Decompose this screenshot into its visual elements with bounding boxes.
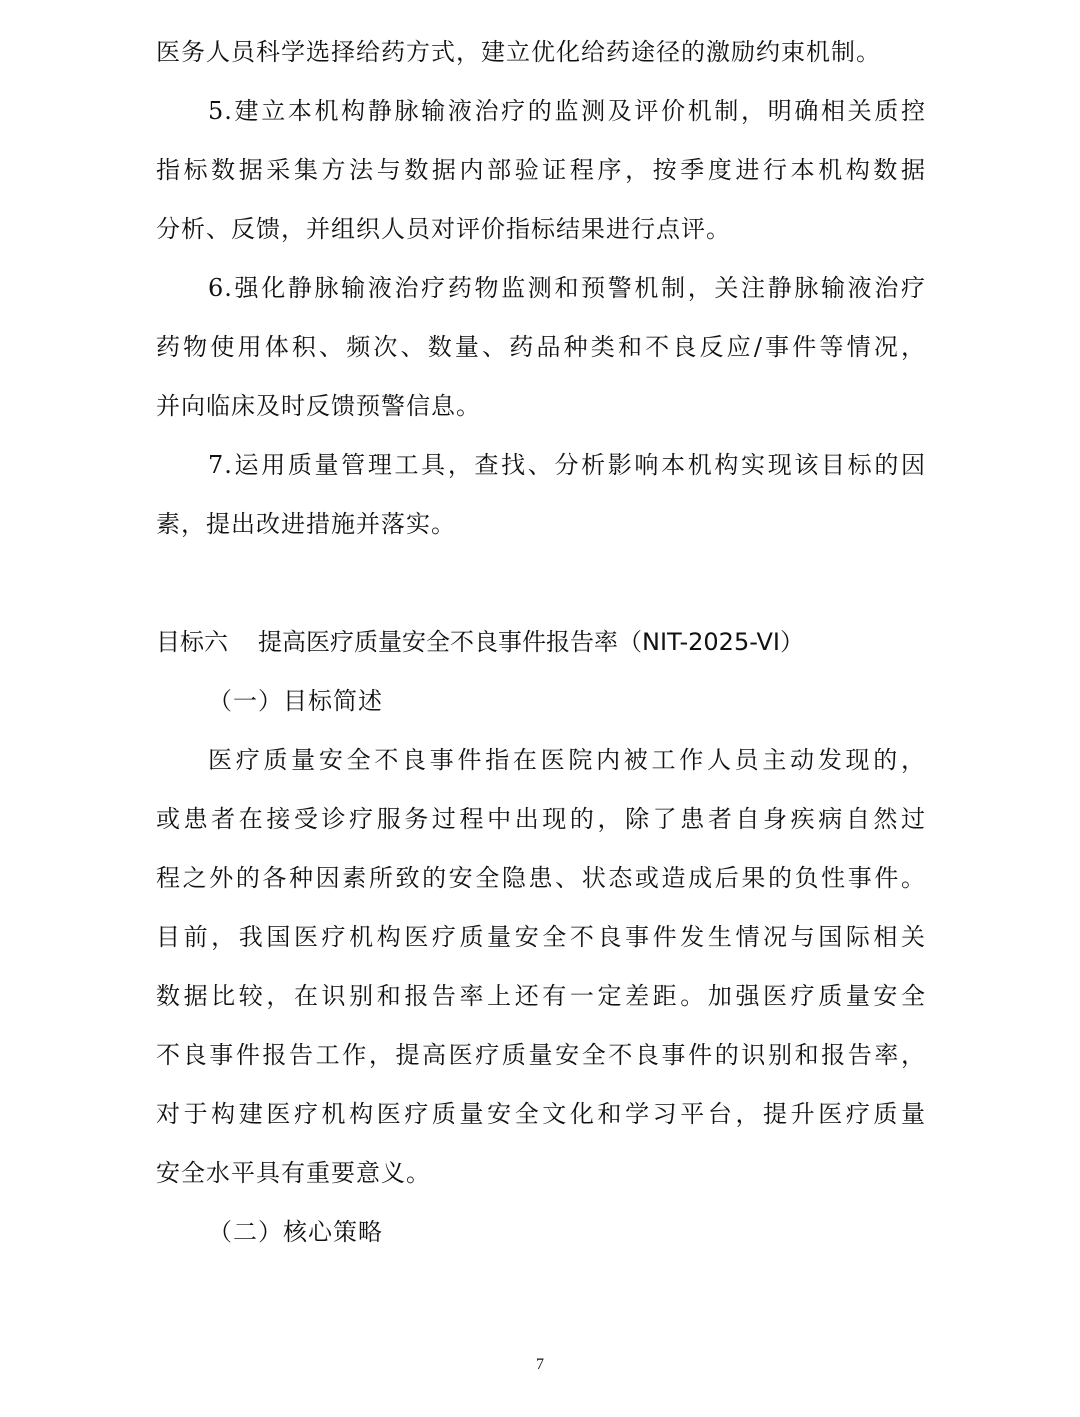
section-heading-strategy: （二）核心策略 [208, 1218, 383, 1246]
overview-line: 目前，我国医疗机构医疗质量安全不良事件发生情况与国际相关 [156, 923, 926, 951]
overview-line: 程之外的各种因素所致的安全隐患、状态或造成后果的负性事件。 [156, 864, 926, 892]
section-heading-overview: （一）目标简述 [208, 687, 383, 715]
item-6-line: 并向临床及时反馈预警信息。 [156, 392, 481, 420]
overview-line: 数据比较，在识别和报告率上还有一定差距。加强医疗质量安全 [156, 982, 926, 1010]
item-5-line: 5.建立本机构静脉输液治疗的监测及评价机制，明确相关质控 [208, 97, 926, 125]
item-6-line: 6.强化静脉输液治疗药物监测和预警机制，关注静脉输液治疗 [208, 274, 926, 302]
overview-line: 医疗质量安全不良事件指在医院内被工作人员主动发现的， [208, 746, 926, 774]
page-number: 7 [536, 1356, 544, 1373]
item-6-line: 药物使用体积、频次、数量、药品种类和不良反应/事件等情况， [156, 333, 926, 361]
item-5-line: 指标数据采集方法与数据内部验证程序，按季度进行本机构数据 [156, 156, 926, 184]
item-7-line: 素，提出改进措施并落实。 [156, 510, 456, 538]
goal-heading [156, 627, 804, 657]
overview-line: 不良事件报告工作，提高医疗质量安全不良事件的识别和报告率， [156, 1041, 926, 1069]
overview-line: 或患者在接受诊疗服务过程中出现的，除了患者自身疾病自然过 [156, 805, 926, 833]
goal-title: 提高医疗质量安全不良事件报告率（NIT-2025-VI） [258, 628, 804, 656]
item-7-line: 7.运用质量管理工具，查找、分析影响本机构实现该目标的因 [208, 451, 926, 479]
paragraph-line: 医务人员科学选择给药方式，建立优化给药途径的激励约束机制。 [156, 38, 881, 66]
overview-line: 对于构建医疗机构医疗质量安全文化和学习平台，提升医疗质量 [156, 1100, 926, 1128]
overview-line: 安全水平具有重要意义。 [156, 1159, 431, 1187]
goal-label: 目标六 [156, 628, 228, 656]
item-5-line: 分析、反馈，并组织人员对评价指标结果进行点评。 [156, 215, 731, 243]
